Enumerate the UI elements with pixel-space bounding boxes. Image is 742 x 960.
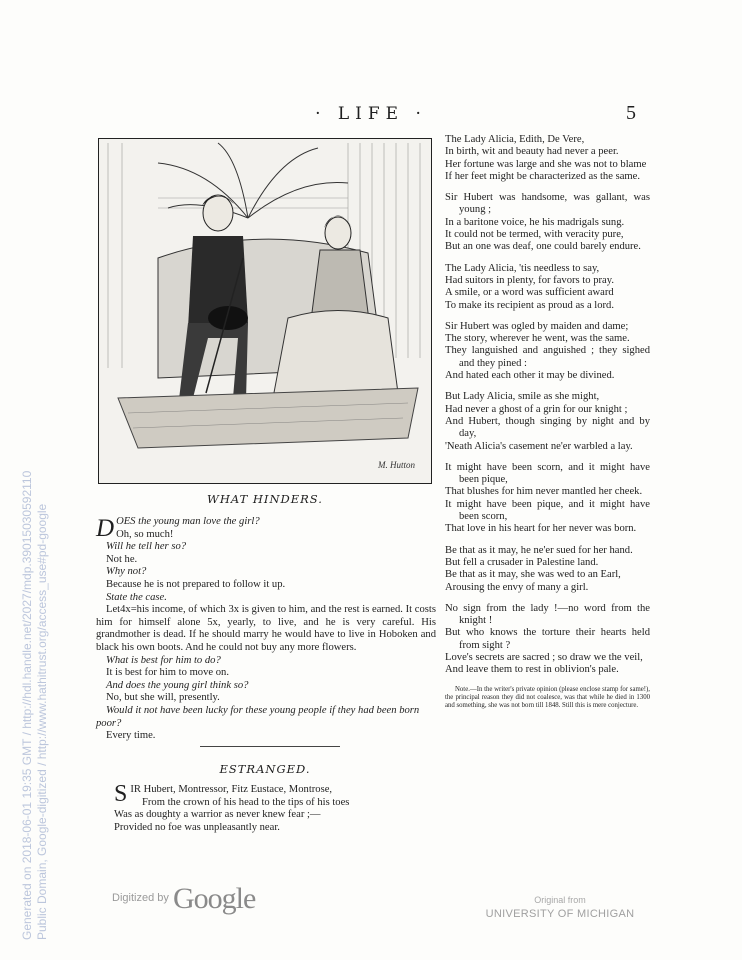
dialog-line: Why not? <box>106 566 147 578</box>
drop-cap: D <box>96 515 115 542</box>
illustration-signature: M. Hutton <box>378 460 415 470</box>
poem-line: But Lady Alicia, smile as she might, <box>445 391 600 403</box>
poem-line: IR Hubert, Montressor, Fitz Eustace, Montrose, <box>130 784 333 795</box>
poem-line: Provided no foe was unpleasantly near. <box>114 821 280 833</box>
original-from-label: Original from <box>534 895 586 905</box>
poem-line: And Hubert, though singing by night and by day, <box>445 415 650 440</box>
poem-line: Had never a ghost of a grin for our knight ; <box>445 403 628 415</box>
poem-line: To make its recipient as proud as a lord. <box>445 299 615 311</box>
dialog-line: State the case. <box>106 591 167 603</box>
what-hinders-text <box>96 516 436 743</box>
dialog-paragraph: Let4x=his income, of which 3x is given to him, and the rest is earned. It costs him for himself alone 5x, yearly, to live, and he is very careful. His grandmother is dead. If he should marry he would have to live in Hoboken and black his own boots. And he could not buy any more flowers. <box>96 604 436 653</box>
dialog-line: And does the young girl think so? <box>106 679 249 691</box>
what-hinders-title: WHAT HINDERS. <box>207 492 323 506</box>
poem-line: The story, wherever he went, was the same. <box>445 333 630 345</box>
section-divider <box>200 746 340 747</box>
dialog-line: No, but she will, presently. <box>106 692 220 704</box>
dialog-line: Because he is not prepared to follow it up. <box>106 578 286 590</box>
poem-stanza <box>445 134 650 183</box>
poem-line: No sign from the lady !—no word from the knight ! <box>445 602 650 627</box>
poem-line: Her fortune was large and she was not to blame <box>445 158 647 170</box>
poem-line: And hated each other it may be divined. <box>445 370 615 382</box>
dialog-line: What is best for him to do? <box>106 654 221 666</box>
poem-line: In birth, wit and beauty had never a peer. <box>445 146 619 158</box>
poem-stanza <box>445 462 650 536</box>
poem-line: If her feet might be characterized as the same. <box>445 170 640 182</box>
poem-line: A smile, or a word was sufficient award <box>445 287 614 299</box>
poem-line: 'Neath Alicia's casement ne'er warbled a lay. <box>445 440 633 452</box>
poem-stanza <box>445 263 650 312</box>
poem-line: The Lady Alicia, Edith, De Vere, <box>445 134 585 145</box>
poem-stanza <box>445 603 650 677</box>
google-logo: Google <box>173 882 256 915</box>
drop-cap: S <box>114 781 128 807</box>
poem-stanza <box>445 545 650 594</box>
dialog-line: Oh, so much! <box>116 528 174 540</box>
dialog-line: Will he tell her so? <box>106 541 187 553</box>
poem-line: But fell a crusader in Palestine land. <box>445 556 599 568</box>
watermark-line-1: Generated on 2018-06-01 19:35 GMT / http://hdl.handle.net/2027/mdp.39015030592110 <box>20 470 34 940</box>
estranged-text <box>114 781 444 834</box>
poem-stanza <box>445 321 650 382</box>
poem-column <box>445 134 650 710</box>
poem-line: Be that as it may, he ne'er sued for her hand. <box>445 544 633 556</box>
poem-line: They languished and anguished ; they sighed and they pined : <box>445 345 650 369</box>
dialog-line: OES the young man love the girl? <box>116 516 260 527</box>
poem-line: But an one was deaf, one could barely endure. <box>445 241 641 253</box>
poem-line: It might have been pique, and it might have been scorn, <box>445 498 650 523</box>
poem-line: And leave them to rest in oblivion's pale. <box>445 664 619 676</box>
poem-line: The Lady Alicia, 'tis needless to say, <box>445 262 600 274</box>
dialog-line: It is best for him to move on. <box>106 667 229 679</box>
poem-line: Was as doughty a warrior as never knew fear ;— <box>114 809 321 821</box>
poem-line: From the crown of his head to the tips of his toes <box>142 796 350 808</box>
poem-line: Had suitors in plenty, for favors to pray. <box>445 274 614 286</box>
illustration <box>98 138 432 484</box>
masthead: · LIFE · <box>315 104 427 124</box>
dialog-paragraph: Would it not have been lucky for these young people if they had been born poor? <box>96 704 420 729</box>
poem-line: That love in his heart for her never was born. <box>445 523 637 535</box>
poem-line: Be that as it may, she was wed to an Earl, <box>445 569 621 581</box>
poem-stanza <box>445 391 650 452</box>
poem-line: That blushes for him never mantled her cheek. <box>445 486 643 498</box>
digitized-by-label: Digitized by <box>112 892 169 904</box>
poem-stanza <box>445 192 650 253</box>
watermark-line-2: Public Domain, Google-digitized / http://www.hathitrust.org/access_use#pd-google <box>35 503 49 940</box>
dialog-line: Every time. <box>106 730 156 742</box>
poem-line: It could not be termed, with veracity pure, <box>445 229 624 241</box>
poem-line: But who knows the torture their hearts held from sight ? <box>445 627 650 651</box>
poem-line: Arousing the envy of many a girl. <box>445 581 589 593</box>
poem-line: Love's secrets are sacred ; so draw we the veil, <box>445 651 643 663</box>
poem-line: Sir Hubert was handsome, was gallant, was young ; <box>445 192 650 216</box>
dialog-line: Not he. <box>106 553 138 565</box>
poem-line: It might have been scorn, and it might have been pique, <box>445 461 650 486</box>
poem-line: Sir Hubert was ogled by maiden and dame; <box>445 320 629 332</box>
footnote: Note.—In the writer's private opinion (please enclose stamp for same!), the principal reason they did not coalesce, was that while he died in 1300 and something, she was not born till 1848. Still this is mere conjecture. <box>445 685 650 709</box>
university-label: UNIVERSITY OF MICHIGAN <box>485 908 635 920</box>
poem-line: In a baritone voice, he his madrigals sung. <box>445 216 625 228</box>
estranged-title: ESTRANGED. <box>219 762 311 776</box>
page-number: 5 <box>626 102 636 124</box>
